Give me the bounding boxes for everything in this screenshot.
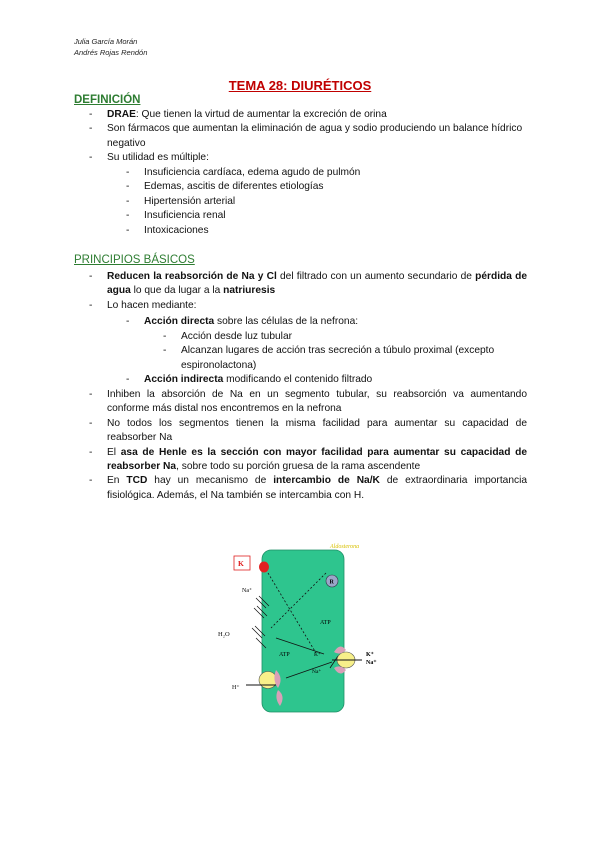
text: modificando el contenido filtrado	[223, 374, 373, 385]
tcd-cell-diagram	[206, 538, 394, 718]
directa-sub-list	[163, 330, 526, 373]
author-1: Julia García Morán	[74, 37, 138, 46]
list-item: - Acción directa sobre las células de la nefrona:	[126, 316, 359, 327]
list-item: - No todos los segmentos tienen la misma facilidad para aumentar su capacidad de reabsorber Na	[89, 417, 527, 444]
label-na-inner: Na⁺	[312, 669, 322, 675]
indirecta-list	[126, 373, 524, 387]
principios-list-a	[89, 270, 528, 313]
list-item-text: Son fármacos que aumentan la eliminación de agua y sodio produciendo un balance hídrico negativo	[107, 123, 523, 149]
label-atp-left: ATP	[279, 652, 290, 658]
bold-text: asa de Henle es la sección con mayor facilidad para aumentar su capacidad de reabsorber Na	[107, 446, 527, 473]
heading-definicion: DEFINICIÓN	[74, 94, 141, 106]
text: lo que da lugar a la	[130, 285, 224, 297]
list-item: - Su utilidad es múltiple:	[89, 152, 209, 164]
text: Inhiben la absorción de Na en un segmento tubular, su reabsorción va aumentando conforme más distal nos encontremos en la nefrona	[107, 389, 527, 415]
list-item: - Acción indirecta modificando el contenido filtrado	[126, 374, 373, 385]
h-pump-icon	[259, 672, 277, 689]
list-item: - En TCD hay un mecanismo de intercambio de Na/K de extraordinaria importancia fisiológica. Además, el Na también se intercambia con H.	[89, 475, 528, 501]
list-item: - Son fármacos que aumentan la eliminación de agua y sodio produciendo un balance hídrico negativo	[89, 123, 523, 149]
text: Acción desde luz tubular	[181, 331, 292, 342]
text: En	[107, 475, 127, 487]
label-r: R	[329, 579, 334, 586]
drae-term: DRAE	[107, 109, 136, 120]
label-h-plus: H⁺	[232, 685, 240, 691]
list-item: - Hipertensión arterial	[126, 195, 236, 207]
text: hay un mecanismo de	[147, 475, 274, 487]
bold-text: Reducen la reabsorción de Na y Cl	[107, 271, 277, 282]
list-item: - DRAE: Que tienen la virtud de aumentar la excreción de orina	[89, 109, 387, 120]
text: sobre las células de la nefrona:	[214, 316, 359, 327]
use-item: Hipertensión arterial	[144, 195, 236, 207]
principios-list-b	[89, 388, 528, 503]
bold-text: Acción indirecta	[144, 374, 224, 385]
cell-body	[262, 550, 344, 712]
label-aldosterona: Aldosterona	[330, 544, 360, 550]
bold-text: pérdida de agua	[107, 271, 528, 297]
list-item: - Intoxicaciones	[126, 224, 209, 236]
heading-principios: PRINCIPIOS BÁSICOS	[74, 254, 195, 266]
bold-text: Acción directa	[144, 316, 215, 327]
list-item: - Insuficiencia renal	[126, 210, 226, 222]
use-item: Intoxicaciones	[144, 224, 209, 236]
label-k-right: K⁺	[366, 652, 374, 658]
label-k-box: K	[238, 559, 244, 568]
directa-list	[126, 315, 524, 329]
text: de extraordinaria importancia fisiológica. Además, el Na también se intercambia con H.	[107, 475, 528, 501]
text: No todos los segmentos tienen la misma facilidad para aumentar su capacidad de reabsorber Na	[107, 417, 527, 444]
list-item: - Acción desde luz tubular	[163, 331, 292, 342]
use-item: Insuficiencia renal	[144, 210, 226, 222]
label-na-right: Na⁺	[366, 660, 377, 666]
list-item-text: Su utilidad es múltiple:	[107, 152, 209, 164]
page-title: TEMA 28: DIURÉTICOS	[228, 78, 372, 93]
text: del filtrado con un aumento secundario de	[276, 271, 476, 282]
use-item: Edemas, ascitis de diferentes etiologías	[144, 181, 324, 193]
list-item: - El asa de Henle es la sección con mayor facilidad para aumentar su capacidad de reabsorber Na, sobre todo su porción gruesa de la rama ascendente	[89, 446, 527, 473]
bold-text: TCD	[126, 475, 148, 487]
use-item: Insuficiencia cardíaca, edema agudo de pulmón	[144, 167, 361, 178]
list-item: - Lo hacen mediante:	[89, 299, 197, 311]
drae-text: : Que tienen la virtud de aumentar la excreción de orina	[135, 109, 387, 120]
list-item: - Inhiben la absorción de Na en un segmento tubular, su reabsorción va aumentando conforme más distal nos encontremos en la nefrona	[89, 389, 527, 415]
bold-text: natriuresis	[223, 285, 276, 297]
definicion-list	[89, 108, 527, 166]
label-atp-top: ATP	[320, 620, 331, 626]
bold-text: intercambio de Na/K	[273, 475, 380, 487]
text: Alcanzan lugares de acción tras secreción a túbulo proximal (excepto espironolactona)	[181, 345, 495, 371]
text: El	[107, 446, 121, 458]
text: , sobre todo su porción gruesa de la rama ascendente	[176, 461, 421, 473]
uses-list	[126, 166, 524, 238]
author-2: Andrés Rojas Rendón	[74, 48, 148, 57]
label-k-inner: K⁺	[314, 652, 321, 658]
text: Lo hacen mediante:	[107, 299, 197, 311]
list-item: - Alcanzan lugares de acción tras secreción a túbulo proximal (excepto espironolactona)	[163, 345, 495, 371]
label-na-plus: Na⁺	[242, 588, 253, 594]
list-item: - Reducen la reabsorción de Na y Cl del filtrado con un aumento secundario de pérdida de agua lo que da lugar a la natriuresis	[89, 271, 528, 297]
label-h2o: H₂O	[218, 631, 230, 638]
k-channel-icon	[259, 562, 269, 573]
list-item: - Insuficiencia cardíaca, edema agudo de pulmón	[126, 167, 361, 178]
list-item: - Edemas, ascitis de diferentes etiologías	[126, 181, 324, 193]
authors	[74, 36, 147, 58]
